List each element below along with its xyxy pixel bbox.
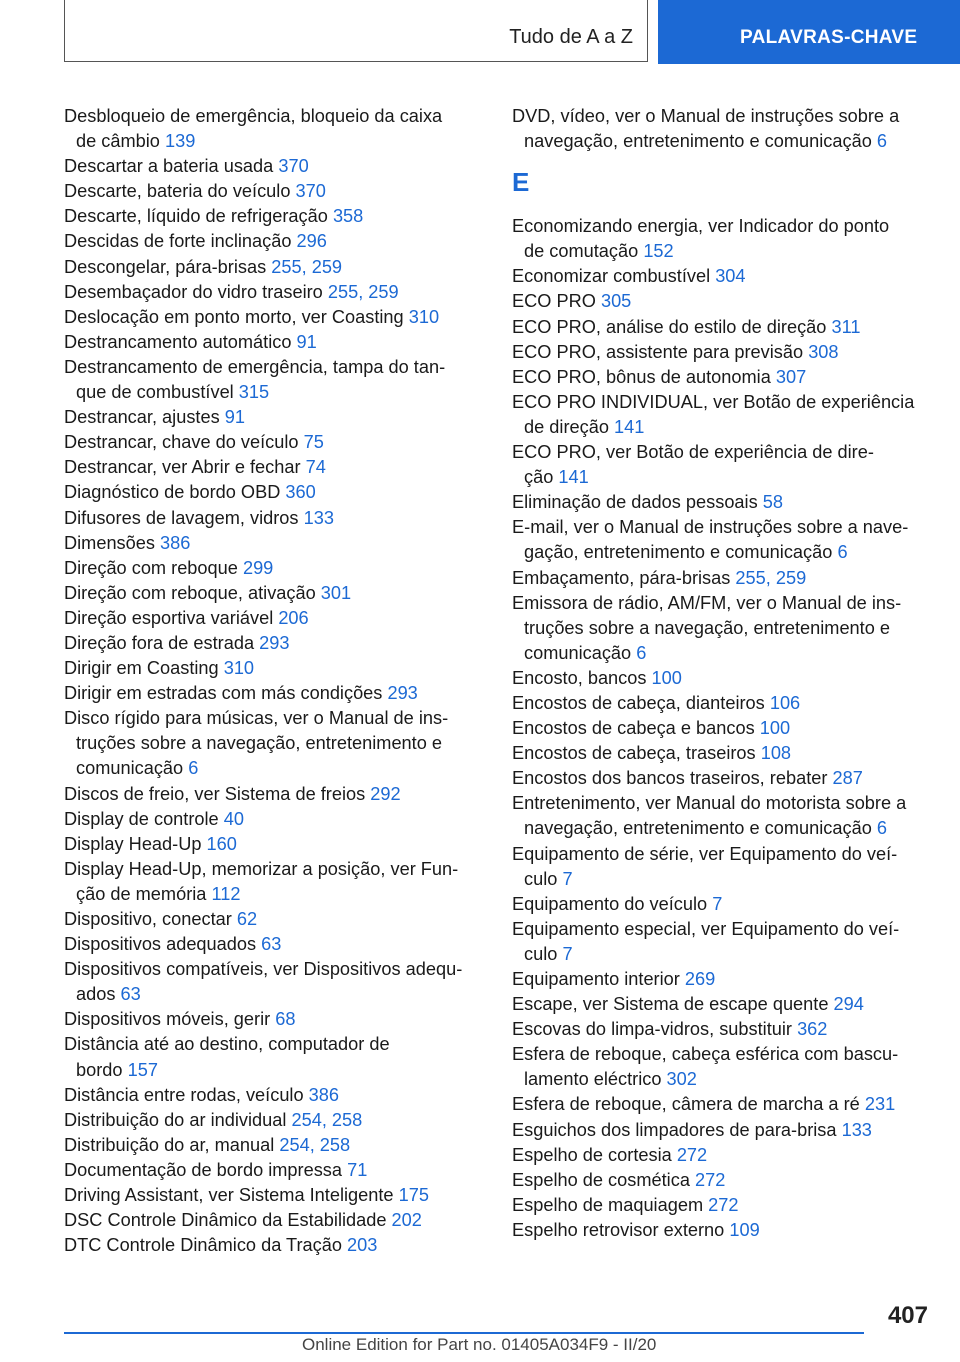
entry-text: DTC Controle Dinâmico da Tração — [64, 1235, 342, 1256]
index-entry — [512, 365, 942, 390]
index-entry — [64, 681, 484, 706]
index-entry — [512, 691, 942, 716]
page-reference-link[interactable]: 106 — [769, 692, 801, 713]
entry-text: bordo — [76, 1059, 123, 1080]
entry-text: Equipamento interior — [512, 969, 680, 989]
index-entry — [512, 104, 942, 154]
page-reference-link[interactable]: 362 — [797, 1019, 828, 1040]
index-entry — [64, 656, 484, 681]
page-reference-link[interactable]: 272 — [708, 1194, 739, 1215]
entry-text: Direção esportiva variável — [64, 607, 274, 628]
entry-text: Esguichos dos limpadores de para-brisa — [512, 1119, 837, 1140]
entry-text: Descarte, líquido de refrigeração — [64, 206, 328, 227]
entry-text: culo — [524, 868, 558, 889]
section-tab-label[interactable]: Tudo de A a Z — [509, 26, 633, 48]
page-reference-link[interactable]: 301 — [320, 582, 352, 603]
page-reference-link[interactable]: 254, 258 — [291, 1109, 363, 1130]
index-entry — [512, 917, 942, 967]
page-reference-link[interactable]: 293 — [259, 632, 290, 653]
index-entry — [512, 515, 942, 565]
entry-text: ECO PRO, assistente para previsão — [512, 341, 804, 362]
entry-text: Dispositivos móveis, gerir — [64, 1009, 271, 1030]
section-tab-box[interactable] — [64, 0, 648, 62]
page-reference-link[interactable]: 315 — [238, 382, 270, 403]
entry-text: Direção com reboque, ativação — [64, 582, 316, 603]
index-entry — [64, 255, 484, 280]
index-entry — [64, 606, 484, 631]
index-entry — [512, 340, 942, 365]
entry-text: de câmbio — [76, 131, 160, 152]
page-reference-link[interactable]: 68 — [275, 1009, 296, 1030]
index-entry — [512, 591, 942, 666]
page-reference-link[interactable]: 255, 259 — [735, 567, 807, 588]
entry-text: truções sobre a navegação, entretenimento e — [524, 617, 891, 638]
entry-text: Direção com reboque — [64, 557, 238, 578]
index-entry — [64, 104, 484, 154]
index-entry — [64, 1208, 484, 1233]
edition-note: Online Edition for Part no. 01405A034F9 - II/20 — [302, 1335, 657, 1354]
page-reference-link[interactable]: 308 — [808, 341, 839, 362]
page-reference-link[interactable]: 6 — [876, 818, 887, 839]
page-reference-link[interactable]: 63 — [120, 984, 141, 1005]
entry-text: Driving Assistant, ver Sistema Inteligente — [64, 1185, 394, 1206]
index-entry — [64, 1233, 484, 1258]
entry-text: Destrancamento automático — [64, 331, 292, 352]
index-entry — [512, 791, 942, 841]
page-reference-link[interactable]: 307 — [775, 366, 807, 387]
entry-text: Descartar a bateria usada — [64, 156, 274, 177]
index-entry — [512, 566, 942, 591]
entry-text: Esfera de reboque, câmera de marcha a ré — [512, 1094, 860, 1115]
entry-text: navegação, entretenimento e comunicação — [524, 131, 872, 152]
page-reference-link[interactable]: 175 — [398, 1185, 429, 1206]
index-entry — [64, 179, 484, 204]
page-header — [0, 0, 960, 66]
entry-text: ados — [76, 984, 116, 1005]
page-reference-link[interactable]: 231 — [864, 1094, 896, 1115]
entry-text: Destrancamento de emergência, tampa do tan- — [64, 356, 446, 377]
index-entry — [64, 581, 484, 606]
entry-text: Descongelar, pára-brisas — [64, 256, 267, 277]
page-reference-link[interactable]: 292 — [370, 783, 401, 804]
page-reference-link[interactable]: 299 — [242, 557, 274, 578]
entry-text: comunicação — [524, 642, 632, 663]
page-reference-link[interactable]: 141 — [558, 467, 589, 488]
page-reference-link[interactable]: 386 — [160, 532, 191, 553]
entry-text: Distribuição do ar, manual — [64, 1134, 275, 1155]
entry-text: ECO PRO, análise do estilo de direção — [512, 316, 827, 337]
index-entry — [64, 1032, 484, 1082]
page-reference-link[interactable]: 160 — [206, 833, 237, 854]
index-entry — [64, 355, 484, 405]
entry-text: Entretenimento, ver Manual do motorista sobre a — [512, 793, 907, 814]
page-reference-link[interactable]: 255, 259 — [271, 256, 343, 277]
page-reference-link[interactable]: 139 — [164, 131, 196, 152]
index-entry — [512, 1092, 942, 1117]
entry-text: Esfera de reboque, cabeça esférica com bascu- — [512, 1044, 899, 1065]
index-entry — [512, 666, 942, 691]
page-reference-link[interactable]: 133 — [841, 1119, 872, 1140]
entry-text: Dirigir em Coasting — [64, 658, 219, 679]
entry-text: Emissora de rádio, AM/FM, ver o Manual de ins- — [512, 592, 902, 613]
entry-text: Encostos dos bancos traseiros, rebater — [512, 768, 828, 789]
entry-text: ECO PRO INDIVIDUAL, ver Botão de experiência — [512, 391, 915, 412]
entry-text: gação, entretenimento e comunicação — [524, 542, 833, 563]
index-column-right — [512, 104, 942, 1243]
entry-text: Encostos de cabeça, traseiros — [512, 743, 756, 764]
entry-text: Escape, ver Sistema de escape quente — [512, 994, 829, 1015]
entry-text: Display de controle — [64, 808, 219, 829]
index-entry — [64, 631, 484, 656]
page-reference-link[interactable]: 133 — [303, 507, 334, 528]
entry-text: Documentação de bordo impressa — [64, 1159, 343, 1180]
index-entry — [64, 430, 484, 455]
entry-text: Descidas de forte inclinação — [64, 231, 292, 252]
entry-text: Descarte, bateria do veículo — [64, 181, 291, 202]
entry-text: Espelho retrovisor externo — [512, 1219, 725, 1240]
index-entry — [64, 907, 484, 932]
index-entry — [64, 807, 484, 832]
entry-text: Desembaçador do vidro traseiro — [64, 281, 323, 302]
index-entry — [64, 932, 484, 957]
index-entry — [512, 892, 942, 917]
entry-text: ção de memória — [76, 883, 207, 904]
index-entry — [512, 741, 942, 766]
index-entry — [64, 280, 484, 305]
entry-text: DSC Controle Dinâmico da Estabilidade — [64, 1210, 387, 1231]
entry-text: Dispositivos compatíveis, ver Dispositivos adequ- — [64, 959, 463, 980]
page-reference-link[interactable]: 305 — [600, 291, 632, 312]
entry-text: Espelho de cortesia — [512, 1144, 672, 1165]
entry-text: de comutação — [524, 241, 639, 262]
page-reference-link[interactable]: 6 — [188, 758, 199, 779]
page-reference-link[interactable]: 360 — [285, 482, 316, 503]
index-entry — [64, 1133, 484, 1158]
page-reference-link[interactable]: 71 — [347, 1159, 368, 1180]
page-reference-link[interactable]: 7 — [712, 893, 723, 914]
entry-text: Disco rígido para músicas, ver o Manual de ins- — [64, 708, 449, 729]
index-entry — [512, 1017, 942, 1042]
entry-text: Dimensões — [64, 532, 155, 553]
entry-text: E-mail, ver o Manual de instruções sobre a nave- — [512, 517, 909, 538]
index-entry — [64, 1158, 484, 1183]
page-reference-link[interactable]: 152 — [643, 241, 674, 262]
index-entry — [512, 716, 942, 741]
index-entry — [64, 455, 484, 480]
index-entry — [512, 842, 942, 892]
entry-text: Diagnóstico de bordo OBD — [64, 482, 281, 503]
entry-text: Destrancar, chave do veículo — [64, 432, 299, 453]
index-entry — [64, 1108, 484, 1133]
index-entry — [64, 1183, 484, 1208]
entry-text: Deslocação em ponto morto, ver Coasting — [64, 306, 404, 327]
index-group-e — [512, 214, 942, 1243]
entry-text: Escovas do limpa-vidros, substituir — [512, 1019, 792, 1040]
index-entry — [64, 305, 484, 330]
index-entry — [64, 957, 484, 1007]
entry-text: ção — [524, 467, 554, 488]
footer-divider — [64, 1332, 864, 1334]
page-reference-link[interactable]: 272 — [676, 1144, 708, 1165]
entry-text: truções sobre a navegação, entretenimento e — [76, 733, 443, 754]
index-entry — [64, 556, 484, 581]
index-entry — [512, 289, 942, 314]
index-entry — [512, 1193, 942, 1218]
entry-text: Economizar combustível — [512, 266, 711, 287]
index-column-left — [64, 104, 484, 1258]
page-reference-link[interactable]: 108 — [760, 743, 792, 764]
page-reference-link[interactable]: 100 — [651, 667, 682, 688]
page-reference-link[interactable]: 255, 259 — [327, 281, 399, 302]
entry-text: ECO PRO — [512, 291, 596, 312]
index-group-d-continued — [512, 104, 942, 154]
index-entry — [512, 992, 942, 1017]
page-reference-link[interactable]: 6 — [876, 131, 887, 152]
entry-text: Dispositivos adequados — [64, 934, 257, 955]
index-entry — [512, 315, 942, 340]
index-entry — [512, 390, 942, 440]
entry-text: Discos de freio, ver Sistema de freios — [64, 783, 366, 804]
entry-text: Distância até ao destino, computador de — [64, 1034, 390, 1055]
entry-text: que de combustível — [76, 382, 234, 403]
page-reference-link[interactable]: 58 — [762, 492, 783, 513]
entry-text: Encosto, bancos — [512, 667, 647, 688]
page-reference-link[interactable]: 6 — [837, 542, 848, 563]
page-reference-link[interactable]: 311 — [831, 316, 861, 337]
page-reference-link[interactable]: 358 — [332, 206, 364, 227]
entry-text: ECO PRO, bônus de autonomia — [512, 366, 771, 387]
entry-text: Equipamento de série, ver Equipamento do veí- — [512, 843, 898, 864]
entry-text: comunicação — [76, 758, 184, 779]
entry-text: Espelho de cosmética — [512, 1169, 690, 1190]
index-entry — [64, 330, 484, 355]
page-reference-link[interactable]: 202 — [391, 1210, 422, 1231]
index-entry — [512, 1143, 942, 1168]
entry-text: Distribuição do ar individual — [64, 1109, 287, 1130]
entry-text: Display Head-Up — [64, 833, 202, 854]
index-entry — [64, 1007, 484, 1032]
entry-text: Dispositivo, conectar — [64, 909, 232, 929]
page-reference-link[interactable]: 370 — [295, 181, 326, 202]
section-letter: E — [512, 167, 530, 198]
page-number: 407 — [887, 1302, 928, 1329]
page-reference-link[interactable]: 157 — [127, 1059, 158, 1080]
page-reference-link[interactable]: 287 — [832, 768, 863, 789]
page-reference-link[interactable]: 91 — [296, 331, 317, 352]
index-entry — [64, 405, 484, 430]
entry-text: Distância entre rodas, veículo — [64, 1084, 304, 1105]
index-entry — [64, 204, 484, 229]
index-entry — [64, 706, 484, 781]
page-reference-link[interactable]: 310 — [408, 306, 440, 327]
entry-text: Difusores de lavagem, vidros — [64, 507, 299, 528]
entry-text: Economizando energia, ver Indicador do ponto — [512, 216, 890, 237]
page-reference-link[interactable]: 40 — [223, 808, 244, 829]
entry-text: lamento eléctrico — [524, 1069, 662, 1090]
page-reference-link[interactable]: 141 — [614, 416, 645, 437]
page-reference-link[interactable]: 112 — [211, 883, 241, 904]
index-entry — [512, 490, 942, 515]
entry-text: Display Head-Up, memorizar a posição, ver Fun- — [64, 858, 459, 879]
entry-text: Destrancar, ajustes — [64, 407, 220, 428]
index-entry — [64, 782, 484, 807]
page-reference-link[interactable]: 370 — [278, 156, 309, 177]
index-entry — [64, 857, 484, 907]
page-reference-link[interactable]: 386 — [308, 1084, 340, 1105]
keywords-tab[interactable] — [658, 0, 960, 64]
page-reference-link[interactable]: 302 — [666, 1069, 697, 1090]
page-reference-link[interactable]: 109 — [729, 1219, 760, 1240]
page-reference-link[interactable]: 63 — [261, 934, 282, 955]
entry-text: Equipamento especial, ver Equipamento do veí- — [512, 918, 900, 939]
entry-text: Direção fora de estrada — [64, 632, 255, 653]
index-entry — [512, 1118, 942, 1143]
entry-text: Destrancar, ver Abrir e fechar — [64, 457, 301, 478]
page-reference-link[interactable]: 272 — [695, 1169, 726, 1190]
keywords-tab-label[interactable]: PALAVRAS-CHAVE — [740, 27, 918, 48]
page-reference-link[interactable]: 254, 258 — [279, 1134, 351, 1155]
page-reference-link[interactable]: 294 — [833, 994, 864, 1015]
index-entry — [512, 440, 942, 490]
entry-text: navegação, entretenimento e comunicação — [524, 818, 872, 839]
page-reference-link[interactable]: 203 — [347, 1235, 378, 1256]
page-reference-link[interactable]: 296 — [296, 231, 327, 252]
index-entry — [64, 480, 484, 505]
entry-text: Desbloqueio de emergência, bloqueio da caixa — [64, 106, 443, 126]
index-entry — [512, 967, 942, 992]
index-entry — [64, 1083, 484, 1108]
index-entry — [64, 154, 484, 179]
page-reference-link[interactable]: 7 — [562, 868, 573, 889]
page-reference-link[interactable]: 74 — [305, 457, 326, 478]
page-reference-link[interactable]: 75 — [303, 432, 324, 453]
index-entry — [512, 1168, 942, 1193]
entry-text: culo — [524, 943, 558, 964]
index-entry — [64, 229, 484, 254]
entry-text: Embaçamento, pára-brisas — [512, 567, 731, 588]
index-entry — [64, 832, 484, 857]
index-entry — [64, 531, 484, 556]
index-entry — [64, 506, 484, 531]
page-reference-link[interactable]: 7 — [562, 943, 573, 964]
index-entry — [512, 766, 942, 791]
page-reference-link[interactable]: 206 — [278, 607, 309, 628]
entry-text: Equipamento do veículo — [512, 893, 708, 914]
page-reference-link[interactable]: 6 — [636, 642, 647, 663]
page-reference-link[interactable]: 310 — [223, 658, 255, 679]
entry-text: Encostos de cabeça, dianteiros — [512, 692, 765, 713]
entry-text: Espelho de maquiagem — [512, 1194, 704, 1215]
entry-text: DVD, vídeo, ver o Manual de instruções sobre a — [512, 106, 900, 126]
page-reference-link[interactable]: 91 — [224, 407, 245, 428]
index-entry — [512, 1218, 942, 1243]
page-reference-link[interactable]: 293 — [387, 683, 418, 704]
index-entry — [512, 214, 942, 264]
page-reference-link[interactable]: 100 — [759, 718, 791, 739]
entry-text: de direção — [524, 416, 609, 437]
index-entry — [512, 264, 942, 289]
entry-text: ECO PRO, ver Botão de experiência de dire- — [512, 442, 874, 463]
page-reference-link[interactable]: 269 — [684, 969, 716, 989]
page-reference-link[interactable]: 62 — [236, 909, 258, 929]
entry-text: Eliminação de dados pessoais — [512, 492, 758, 513]
entry-text: Encostos de cabeça e bancos — [512, 718, 755, 739]
page-reference-link[interactable]: 304 — [715, 266, 746, 287]
entry-text: Dirigir em estradas com más condições — [64, 683, 383, 704]
index-entry — [512, 1042, 942, 1092]
